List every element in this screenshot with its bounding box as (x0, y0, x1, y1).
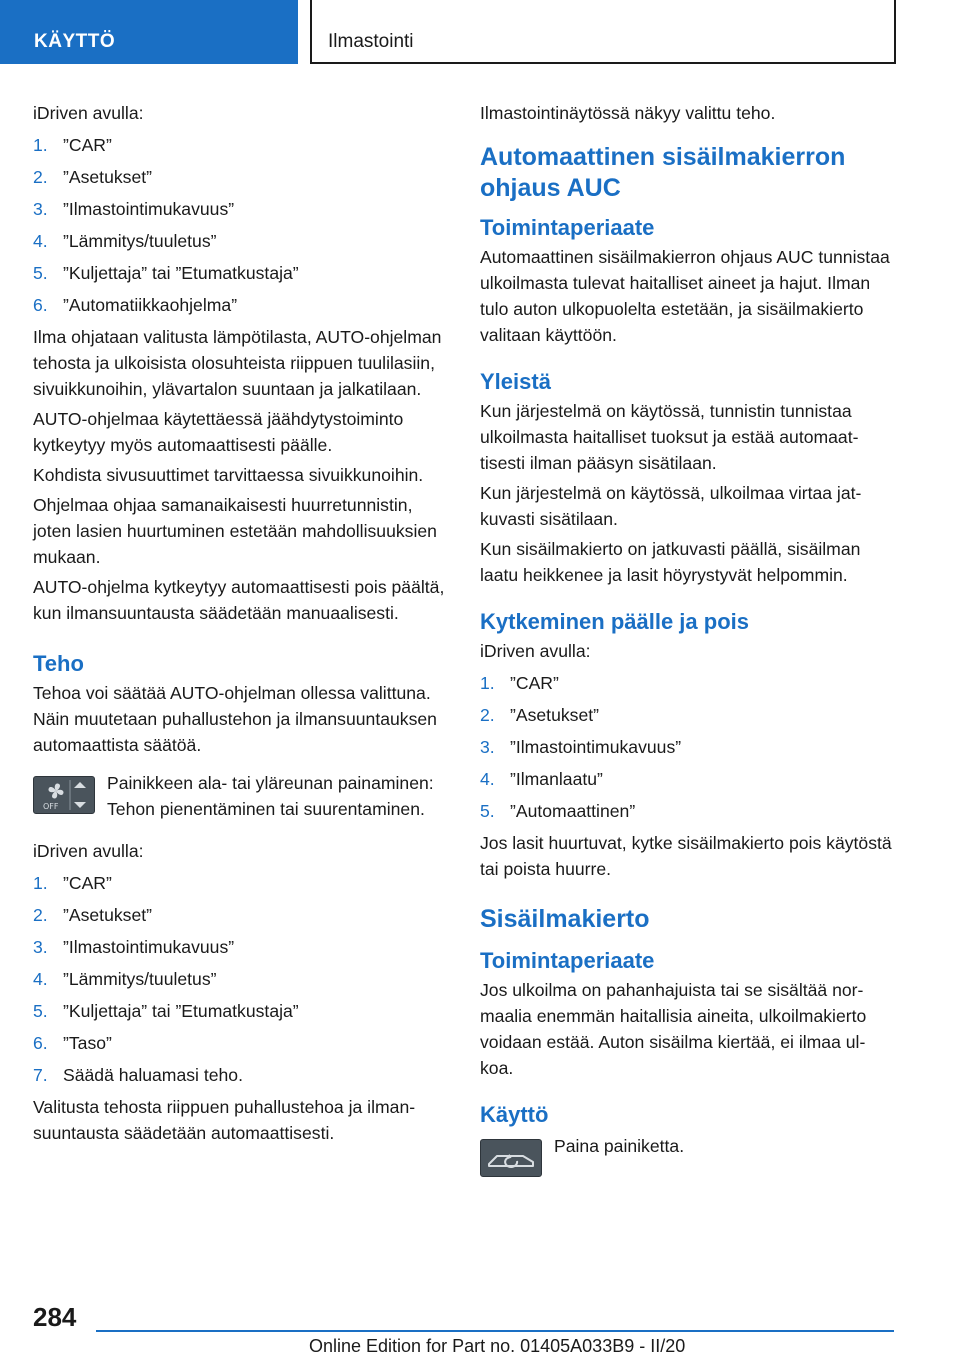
heading-toimintaperiaate-2: Toimintaperiaate (480, 948, 655, 973)
paragraph: Ohjelmaa ohjaa samanaikaisesti huurretunnistin, joten lasien huurtuminen estetään mahdollisuuksien mukaan. (33, 495, 437, 567)
paragraph: Painikkeen ala- tai yläreunan painaminen: Tehon pienentäminen tai suurentaminen. (107, 773, 434, 819)
list-item: 3. ”Ilmastointimukavuus” (33, 937, 235, 957)
steps-list-1 (33, 132, 453, 324)
off-label: OFF (43, 802, 59, 811)
list-item: 2. ”Asetukset” (33, 905, 152, 925)
list-item: 1. ”CAR” (33, 873, 112, 893)
paragraph: Kun sisäilmakierto on jatkuvasti päällä, sisäilman laatu heikkenee ja lasit höyrystyvät helpommin. (480, 539, 861, 585)
heading-toimintaperiaate: Toimintaperiaate (480, 215, 655, 240)
paragraph: Jos ulkoilma on pahanhajuista tai se sisältää normaalia enemmän haitallisia aineita, ulkoilmakierto voidaan estää. Auton sisäilma kiertää, ei ilmaa ulkoa. (480, 980, 867, 1078)
paragraph: AUTO-ohjelma kytkeytyy automaattisesti pois päältä, kun ilmansuuntausta säädetään manuaalisesti. (33, 577, 445, 623)
heading-sisailmakierto: Sisäilmakierto (480, 905, 650, 933)
list-item: 2. ”Asetukset” (480, 705, 599, 725)
list-item: 1. ”CAR” (480, 673, 559, 693)
list-item: 5. ”Automaattinen” (480, 801, 636, 821)
paragraph: Automaattinen sisäilmakierron ohjaus AUC tunnistaa ulkoilmasta tulevat haitalliset aineet ja hajut. Ilman tulo auton ulkopuolelta estetään, ja sisäilmakierto valitaan käyttöön. (480, 247, 890, 345)
idrive-intro: iDriven avulla: (480, 641, 591, 661)
heading-kaytto: Käyttö (480, 1102, 549, 1127)
paragraph: Ilmastointinäytössä näkyy valittu teho. (480, 103, 776, 123)
list-item: 5. ”Kuljettaja” tai ”Etumatkustaja” (33, 1001, 299, 1021)
paragraph: AUTO-ohjelmaa käytettäessä jäähdytystoiminto kytkeytyy myös automaattisesti päälle. (33, 409, 404, 455)
list-item: 7. Säädä haluamasi teho. (33, 1065, 243, 1085)
heading-kytkeminen: Kytkeminen päälle ja pois (480, 609, 749, 634)
paragraph: Kun järjestelmä on käytössä, tunnistin tunnistaa ulkoilmasta haitalliset tuoksut ja estää automaattisesti ilman pääsyn sisätilaan. (480, 401, 859, 473)
recirculation-button-icon (480, 1139, 542, 1177)
paragraph: Jos lasit huurtuvat, kytke sisäilmakierto pois käytöstä tai poista huurre. (480, 833, 892, 879)
idrive-intro: iDriven avulla: (33, 103, 144, 123)
idrive-intro: iDriven avulla: (33, 841, 144, 861)
steps-list-2 (33, 870, 453, 1094)
chapter-title: Ilmastointi (310, 0, 896, 64)
heading-yleista: Yleistä (480, 369, 551, 394)
list-item: 6. ”Taso” (33, 1033, 112, 1053)
fan-button-icon (33, 776, 95, 814)
fan-button-note (33, 770, 453, 822)
list-item: 6. ”Automatiikkaohjelma” (33, 295, 238, 315)
list-item: 4. ”Lämmitys/tuuletus” (33, 231, 217, 251)
heading-auc: Automaattinen sisäilmakierron ohjaus AUC (480, 143, 846, 202)
paragraph: Kun järjestelmä on käytössä, ulkoilmaa virtaa jatkuvasti sisätilaan. (480, 483, 862, 529)
paragraph: Valitusta tehosta riippuen puhallustehoa ja ilmansuuntausta säädetään automaattisesti. (33, 1097, 416, 1143)
list-item: 5. ”Kuljettaja” tai ”Etumatkustaja” (33, 263, 299, 283)
list-item: 3. ”Ilmastointimukavuus” (480, 737, 682, 757)
page-number: 284 (33, 1302, 77, 1332)
paragraph: Tehoa voi säätää AUTO-ohjelman ollessa valittuna. Näin muutetaan puhallustehon ja ilmansuuntauksen automaattista säätöä. (33, 683, 437, 755)
steps-list-3 (480, 670, 892, 830)
paragraph: Ilma ohjataan valitusta lämpötilasta, AUTO-ohjelman tehosta ja ulkoisista olosuhteista riippuen tuulilasiin, sivuikkunoihin, ylävartalon suuntaan ja jalkatilaan. (33, 327, 442, 399)
list-item: 3. ”Ilmastointimukavuus” (33, 199, 235, 219)
list-item: 1. ”CAR” (33, 135, 112, 155)
footer-divider (96, 1330, 894, 1332)
edition-note: Online Edition for Part no. 01405A033B9 - II/20 (309, 1336, 686, 1356)
heading-teho: Teho (33, 651, 84, 676)
paragraph: Paina painiketta. (554, 1136, 685, 1156)
list-item: 2. ”Asetukset” (33, 167, 152, 187)
list-item: 4. ”Lämmitys/tuuletus” (33, 969, 217, 989)
left-column (33, 100, 453, 1146)
list-item: 4. ”Ilmanlaatu” (480, 769, 603, 789)
recirculation-note (480, 1133, 892, 1159)
right-column (480, 100, 892, 1179)
section-tab: KÄYTTÖ (0, 0, 298, 64)
paragraph: Kohdista sivusuuttimet tarvittaessa sivuikkunoihin. (33, 465, 424, 485)
